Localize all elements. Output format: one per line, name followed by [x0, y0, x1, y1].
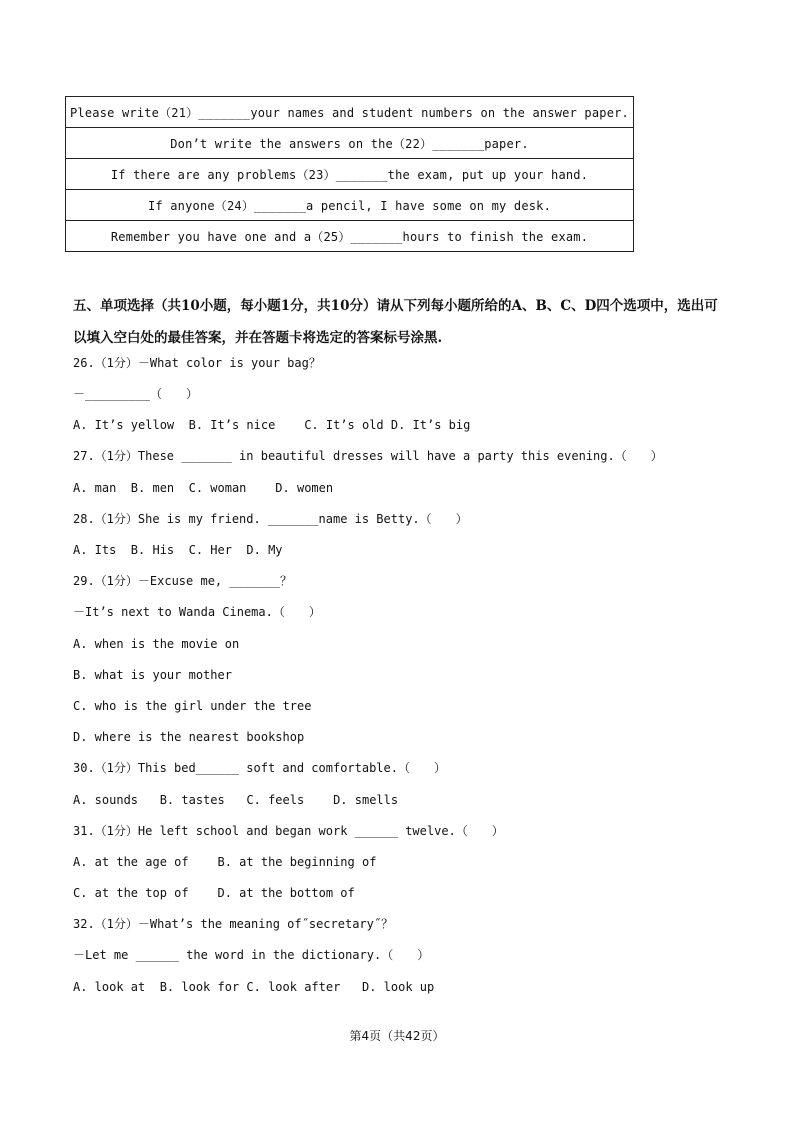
- question-31-stem: 31.（1分）He left school and began work ______ twelve.（ ）: [73, 824, 504, 838]
- question-29-option-a: A. when is the movie on: [73, 637, 240, 651]
- notice-row-23: If there are any problems（23）_______the exam, put up your hand.: [66, 159, 634, 190]
- question-26-stem: 26.（1分）－What color is your bag？: [73, 356, 321, 370]
- question-29-option-d: D. where is the nearest bookshop: [73, 730, 305, 744]
- question-30-stem: 30.（1分）This bed______ soft and comfortable.（ ）: [73, 761, 446, 775]
- section-five-heading: 五、单项选择（共10小题，每小题1分，共10分）请从下列每小题所给的A、B、C、D四个选项中，选出可以填入空白处的最佳答案，并在答题卡将选定的答案标号涂黑.: [73, 298, 718, 346]
- table-row: [66, 159, 634, 190]
- question-28-options: A. Its B. His C. Her D. My: [73, 543, 283, 557]
- question-26-options: A. It’s yellow B. It’s nice C. It’s old D. It’s big: [73, 418, 471, 432]
- question-32-stem: 32.（1分）－What’s the meaning of˝secretary˝？: [73, 917, 394, 931]
- question-31-options-cd: C. at the top of D. at the bottom of: [73, 886, 355, 900]
- table-row: [66, 128, 634, 159]
- question-29-stem: 29.（1分）－Excuse me, _______？: [73, 574, 292, 588]
- notice-row-22: Don’t write the answers on the（22）_______paper.: [66, 128, 634, 159]
- notice-row-25: Remember you have one and a（25）_______hours to finish the exam.: [66, 221, 634, 252]
- table-row: [66, 221, 634, 252]
- question-26-answer-line: －_________（ ）: [73, 387, 199, 401]
- notice-row-24: If anyone（24）_______a pencil, I have some on my desk.: [66, 190, 634, 221]
- question-32-options: A. look at B. look for C. look after D. look up: [73, 980, 435, 994]
- question-31-options-ab: A. at the age of B. at the beginning of: [73, 855, 377, 869]
- question-28-stem: 28.（1分）She is my friend. _______name is Betty.（ ）: [73, 512, 468, 526]
- notice-table: [65, 96, 634, 252]
- question-27-options: A. man B. men C. woman D. women: [73, 481, 334, 495]
- table-row: [66, 190, 634, 221]
- notice-row-21: Please write（21）_______your names and student numbers on the answer paper.: [66, 97, 634, 128]
- question-30-options: A. sounds B. tastes C. feels D. smells: [73, 793, 399, 807]
- question-29-reply: －It’s next to Wanda Cinema.（ ）: [73, 605, 321, 619]
- page-number-footer: 第4页（共42页）: [349, 1029, 445, 1043]
- table-row: [66, 97, 634, 128]
- question-32-reply: －Let me ______ the word in the dictionary.（ ）: [73, 948, 430, 962]
- question-29-option-b: B. what is your mother: [73, 668, 232, 682]
- question-29-option-c: C. who is the girl under the tree: [73, 699, 312, 713]
- question-27-stem: 27.（1分）These _______ in beautiful dresses will have a party this evening.（ ）: [73, 449, 663, 463]
